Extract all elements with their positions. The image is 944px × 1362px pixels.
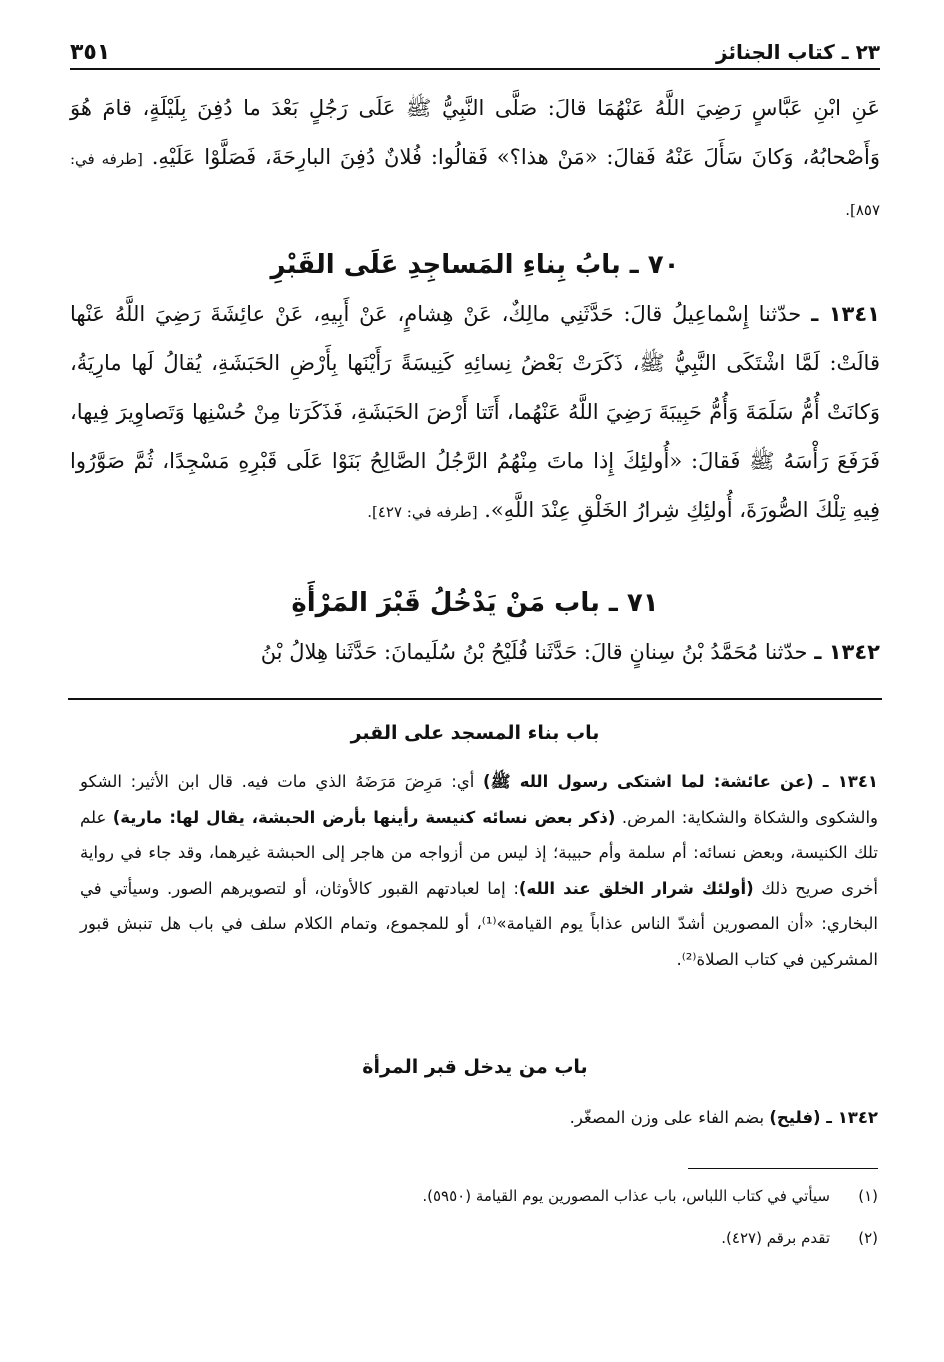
commentary-lead: ١٣٤١ ـ (عن عائشة: لما اشتكى رسول الله ﷺ) xyxy=(483,772,879,791)
commentary-1341 xyxy=(80,764,878,977)
commentary-heading-2: باب من يدخل قبر المرأة xyxy=(362,1056,588,1078)
footnote-divider xyxy=(688,1168,878,1169)
page-number: ٣٥١ xyxy=(70,39,111,65)
running-header xyxy=(70,36,880,70)
footnote-2 xyxy=(80,1226,878,1250)
hadith-number: ١٣٤٢ ـ xyxy=(814,640,880,664)
chapter-heading-71: ٧١ ـ باب مَنْ يَدْخُلُ قَبْرَ المَرْأَةِ xyxy=(291,588,659,618)
commentary-text: أي: مَرِضَ مَرَضَهُ الذي مات فيه. قال ابن الأثير: الشكو والشكوى والشكاة والشكاية: المرض. xyxy=(80,772,878,827)
hadith-text: عَنِ ابْنِ عَبَّاسٍ رَضِيَ اللَّهُ عَنْهُمَا قالَ: صَلَّى النَّبِيُّ ﷺ عَلَى رَجُلٍ بَعْدَ ما دُفِنَ بِلَيْلَةٍ، قامَ هُوَ وَأَصْحابُهُ، وَكانَ سَأَلَ عَنْهُ فَقالَ: «مَنْ هذا؟» فَقالُوا: فُلانٌ دُفِنَ البارِحَةَ، فَصَلَّوْا عَلَيْهِ. xyxy=(70,96,880,169)
cross-reference: [طرفه في: ٤٢٧]. xyxy=(367,503,478,521)
commentary-text: بضم الفاء على وزن المصغّر. xyxy=(569,1108,770,1127)
commentary-text: : إما لعبادتهم القبور كالأوثان، أو لتصويرهم الصور. وسيأتي في البخاري: «أن المصورين أشدّ الناس عذاباً يوم القيامة»⁽¹⁾، أو للمجموع، وتمام الكلام سلف في باب هل تنبش قبور المشركين في كتاب الصلاة⁽²⁾. xyxy=(80,878,878,969)
commentary-1342 xyxy=(80,1100,878,1136)
commentary-quote: (ذكر بعض نسائه كنيسة رأينها بأرض الحبشة، يقال لها: مارية) xyxy=(112,807,616,827)
hadith-continuation xyxy=(70,84,880,235)
hadith-text: حدّثنا مُحَمَّدُ بْنُ سِنانٍ قالَ: حَدَّثَنا فُلَيْحُ بْنُ سُلَيمانَ: حَدَّثَنا هِلالُ بْنُ xyxy=(260,640,808,664)
section-divider xyxy=(68,698,882,700)
commentary-quote: (أولئك شرار الخلق عند الله) xyxy=(518,878,754,898)
footnote-text: تقدم برقم (٤٢٧). xyxy=(721,1229,830,1247)
cross-reference: [طرفه في: ٨٥٧]. xyxy=(70,150,880,219)
hadith-number: ١٣٤١ ـ xyxy=(811,302,880,326)
hadith-text: حدّثنا إِسْماعِيلُ قالَ: حَدَّثَنِي مالِكٌ، عَنْ هِشامٍ، عَنْ أَبِيهِ، عَنْ عائِشَةَ رَضِيَ اللَّهُ عَنْها قالَتْ: لَمَّا اشْتَكَى النَّبِيُّ ﷺ، ذَكَرَتْ بَعْضُ نِسائِهِ كَنِيسَةً رَأَيْنَها بِأَرْضِ الحَبَشَةِ، يُقالُ لَها مارِيَةُ، وَكانَتْ أُمُّ سَلَمَةَ وَأُمُّ حَبِيبَةَ رَضِيَ اللَّهُ عَنْهُما، أَتَتا أَرْضَ الحَبَشَةِ، فَذَكَرَتا مِنْ حُسْنِها وَتَصاوِيرَ فِيها، فَرَفَعَ رَأْسَهُ ﷺ فَقالَ: «أُولئِكَ إِذا ماتَ مِنْهُمُ الرَّجُلُ الصَّالِحُ بَنَوْا عَلَى قَبْرِهِ مَسْجِدًا، ثُمَّ صَوَّرُوا فِيهِ تِلْكَ الصُّورَةَ، أُولئِكِ شِرارُ الخَلْقِ عِنْدَ اللَّهِ». xyxy=(70,302,880,522)
footnote-1 xyxy=(80,1184,878,1208)
footnote-number: (١) xyxy=(858,1187,878,1205)
chapter-heading-70: ٧٠ ـ بابُ بِناءِ المَساجِدِ عَلَى القَبْرِ xyxy=(270,250,680,280)
hadith-1342 xyxy=(70,628,880,677)
hadith-1341 xyxy=(70,290,880,537)
commentary-heading-1: باب بناء المسجد على القبر xyxy=(350,722,600,744)
commentary-text: علم تلك الكنيسة، وبعض نسائه: أم سلمة وأم حبيبة؛ إذ ليس من أزواجه من هاجر إلى الحبشة غيرهما، وقد جاء في رواية أخرى صريح ذلك xyxy=(80,807,878,898)
commentary-lead: ١٣٤٢ ـ (فليح) xyxy=(769,1108,878,1127)
chapter-title: ٢٣ ـ كتاب الجنائز xyxy=(716,40,880,64)
footnote-number: (٢) xyxy=(858,1229,878,1247)
footnote-text: سيأتي في كتاب اللباس، باب عذاب المصورين يوم القيامة (٥٩٥٠). xyxy=(422,1187,830,1205)
